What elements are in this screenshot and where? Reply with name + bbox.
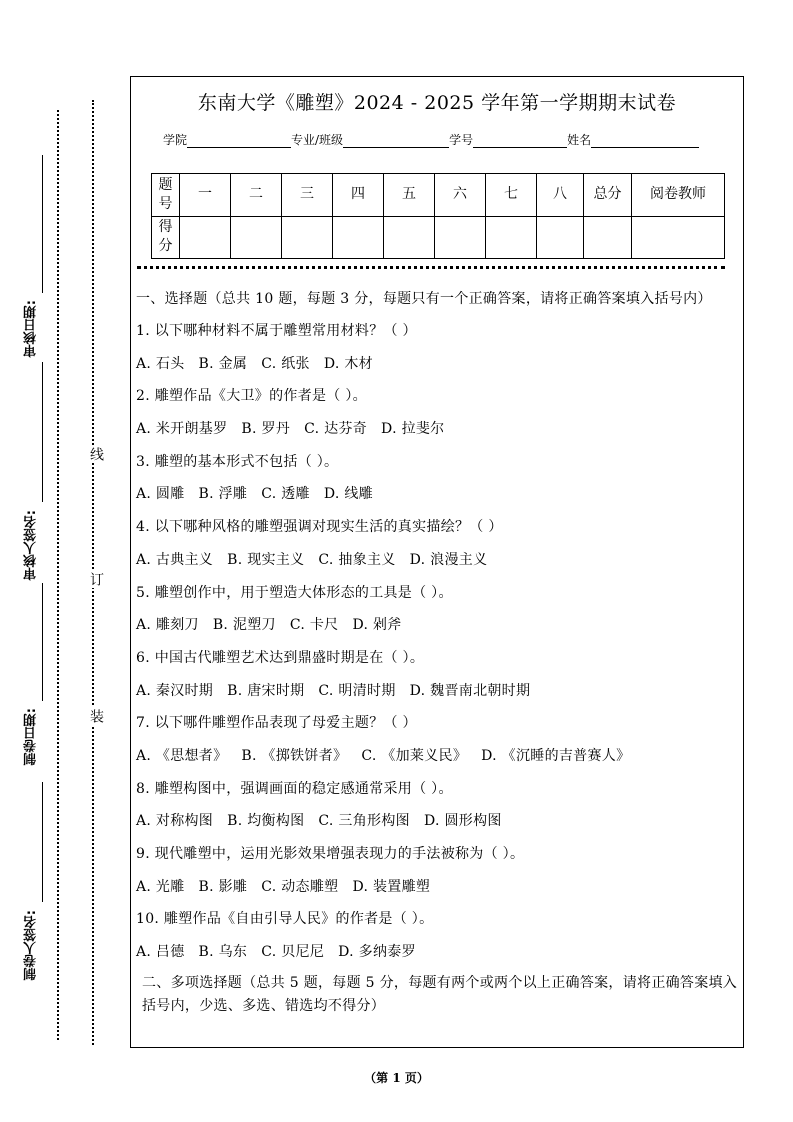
question-stem: 2. 雕塑作品《大卫》的作者是（ ）。	[136, 388, 367, 405]
option-a: A. 古典主义	[136, 551, 214, 568]
reviewer-signature-label: 审核人签名:	[24, 510, 39, 581]
score-table	[151, 173, 725, 259]
name-label: 姓名	[567, 133, 592, 147]
section-separator	[137, 266, 725, 269]
col-6: 六	[435, 174, 486, 217]
question-options	[136, 614, 740, 637]
binding-char-line: 线	[88, 447, 104, 461]
option-b: B. 罗丹	[241, 421, 291, 438]
option-b: B. 乌东	[198, 944, 248, 961]
option-b: B. 《掷铁饼者》	[241, 747, 348, 764]
question-stem: 8. 雕塑构图中，强调画面的稳定感通常采用（ ）。	[136, 780, 453, 797]
question-options	[136, 810, 740, 833]
col-7: 七	[486, 174, 537, 217]
question-stem: 4. 以下哪种风格的雕塑强调对现实生活的真实描绘？（ ）	[136, 519, 503, 536]
option-d: D. 浪漫主义	[409, 551, 488, 568]
question-options	[136, 876, 740, 899]
score-cell[interactable]	[632, 216, 725, 259]
question-number-label: 题号	[152, 174, 180, 217]
score-cell[interactable]	[584, 216, 632, 259]
score-cell[interactable]	[435, 216, 486, 259]
option-b: B. 浮雕	[198, 486, 248, 503]
option-d: D. 剁斧	[352, 617, 402, 634]
score-label: 得分	[152, 216, 180, 259]
col-5: 五	[384, 174, 435, 217]
option-c: C. 明清时期	[318, 682, 396, 699]
col-3: 三	[282, 174, 333, 217]
question-stem: 5. 雕塑创作中，用于塑造大体形态的工具是（ ）。	[136, 584, 453, 601]
page-number: （第 1 页）	[364, 1071, 429, 1085]
option-b: B. 均衡构图	[227, 813, 305, 830]
section2-heading: 二、多项选择题（总共 5 题，每题 5 分，每题有两个或两个以上正确答案，请将正确答案填入括号内，少选、多选、错选均不得分）	[142, 974, 738, 1014]
option-d: D. 线雕	[323, 486, 373, 503]
option-b: B. 影雕	[198, 878, 248, 895]
option-c: C. 《加莱义民》	[361, 747, 468, 764]
question-stem: 9. 现代雕塑中，运用光影效果增强表现力的手法被称为（ ）。	[136, 846, 525, 862]
option-d: D. 魏晋南北朝时期	[409, 682, 531, 699]
question-options	[136, 549, 740, 572]
reviewer-signature-line	[42, 362, 43, 502]
option-c: C. 抽象主义	[318, 551, 396, 568]
score-table-score-row	[152, 216, 725, 259]
option-b: B. 金属	[198, 355, 248, 372]
col-2: 二	[231, 174, 282, 217]
question-stem: 3. 雕塑的基本形式不包括（ ）。	[136, 453, 339, 470]
question-options	[136, 483, 740, 506]
option-b: B. 泥塑刀	[212, 617, 276, 634]
score-cell[interactable]	[231, 216, 282, 259]
question-stem: 6. 中国古代雕塑艺术达到鼎盛时期是在（ ）。	[136, 649, 425, 666]
option-c: C. 透雕	[261, 486, 310, 503]
option-d: D. 拉斐尔	[381, 421, 445, 438]
option-a: A. 《思想者》	[136, 747, 228, 764]
margin-dotted-line-left	[57, 110, 59, 1040]
score-cell[interactable]	[333, 216, 384, 259]
exam-title: 东南大学《雕塑》2024 - 2025 学年第一学期期末试卷	[197, 92, 677, 114]
college-label: 学院	[163, 133, 188, 147]
compiler-date-line	[42, 583, 43, 701]
option-a: A. 光雕	[136, 878, 185, 895]
question-options	[136, 680, 740, 703]
option-c: C. 卡尺	[289, 617, 339, 634]
option-b: B. 现实主义	[227, 551, 305, 568]
binding-char-bind: 装	[88, 709, 104, 723]
col-8: 八	[537, 174, 584, 217]
compiler-date-label: 制卷日期:	[24, 708, 39, 766]
option-d: D. 《沉睡的吉普赛人》	[481, 747, 631, 764]
major-class-field[interactable]	[343, 133, 449, 148]
reviewer-date-line	[42, 155, 43, 293]
score-cell[interactable]	[384, 216, 435, 259]
question-list	[136, 320, 740, 964]
score-cell[interactable]	[180, 216, 231, 259]
option-a: A. 石头	[136, 355, 185, 372]
option-c: C. 动态雕塑	[261, 878, 339, 895]
question-stem: 10. 雕塑作品《自由引导人民》的作者是（ ）。	[136, 911, 434, 928]
major-class-label: 专业/班级	[291, 133, 344, 147]
question-stem: 1. 以下哪种材料不属于雕塑常用材料？（ ）	[136, 323, 417, 339]
option-c: C. 贝尼尼	[261, 944, 325, 961]
option-a: A. 米开朗基罗	[136, 421, 228, 438]
score-table-header-row	[152, 174, 725, 217]
compiler-signature-label: 制卷人签名:	[24, 910, 39, 981]
option-d: D. 装置雕塑	[352, 878, 431, 895]
option-d: D. 多纳泰罗	[338, 944, 416, 961]
college-field[interactable]	[187, 133, 291, 148]
reviewer-date-label: 审核日期:	[24, 300, 39, 358]
binding-char-staple: 订	[88, 572, 104, 586]
option-a: A. 吕德	[136, 944, 185, 961]
option-a: A. 秦汉时期	[136, 682, 214, 699]
col-4: 四	[333, 174, 384, 217]
question-stem: 7. 以下哪件雕塑作品表现了母爱主题？（ ）	[136, 715, 417, 732]
option-c: C. 三角形构图	[318, 813, 410, 830]
col-grader: 阅卷教师	[632, 174, 725, 217]
col-1: 一	[180, 174, 231, 217]
student-id-field[interactable]	[473, 133, 567, 148]
question-options	[136, 418, 740, 441]
student-info-row	[163, 131, 723, 148]
option-d: D. 圆形构图	[423, 813, 502, 830]
option-a: A. 雕刻刀	[136, 617, 199, 634]
student-id-label: 学号	[449, 133, 474, 147]
score-cell[interactable]	[486, 216, 537, 259]
exam-content	[136, 288, 740, 1027]
question-options	[136, 745, 740, 768]
name-field[interactable]	[591, 133, 699, 148]
question-options	[136, 353, 740, 376]
option-a: A. 对称构图	[136, 813, 214, 830]
compiler-signature-line	[42, 782, 43, 902]
score-cell[interactable]	[537, 216, 584, 259]
col-total: 总分	[584, 174, 632, 217]
score-cell[interactable]	[282, 216, 333, 259]
question-options	[136, 941, 740, 964]
option-b: B. 唐宋时期	[227, 682, 305, 699]
option-c: C. 达芬奇	[304, 421, 368, 438]
option-a: A. 圆雕	[136, 486, 185, 503]
option-d: D. 木材	[323, 355, 373, 372]
section1-heading: 一、选择题（总共 10 题，每题 3 分，每题只有一个正确答案，请将正确答案填入括号内）	[136, 291, 712, 307]
option-c: C. 纸张	[261, 355, 310, 372]
